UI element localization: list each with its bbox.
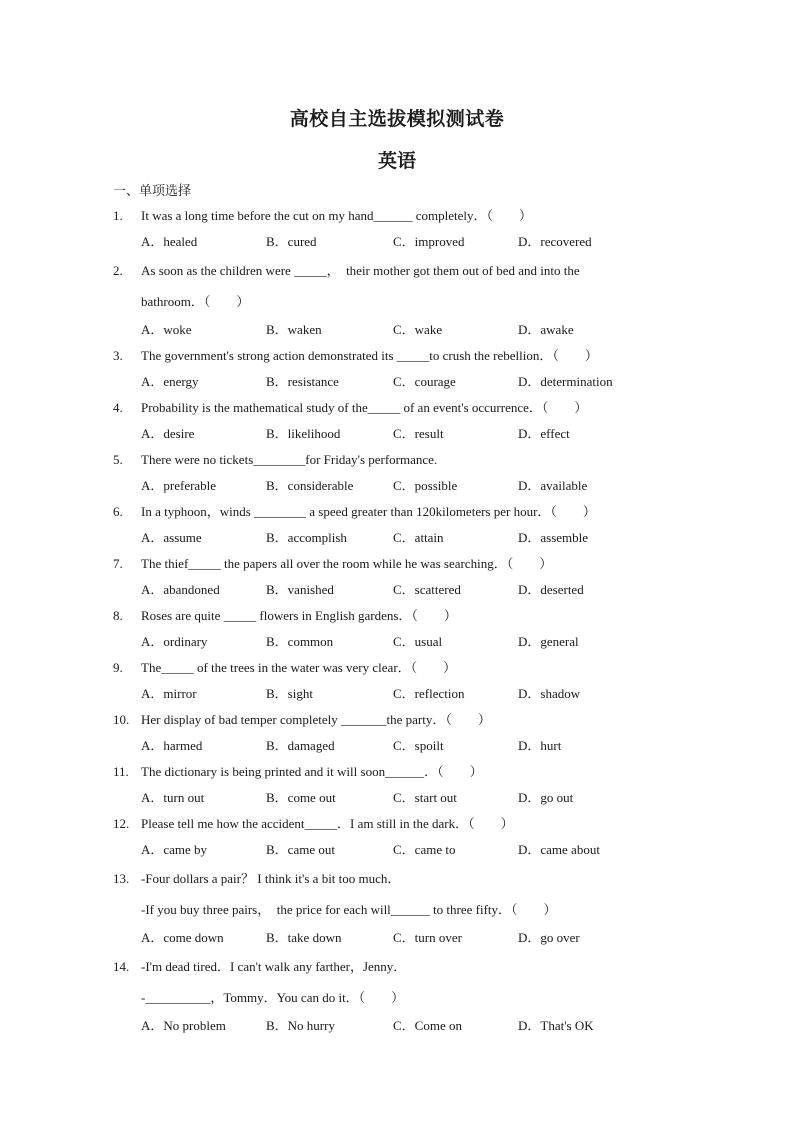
answer-options — [113, 839, 673, 865]
option-c[interactable]: C．attain — [393, 530, 444, 545]
question-number: 10. — [113, 712, 130, 727]
option-a[interactable]: A．mirror — [141, 686, 197, 701]
question-item — [113, 553, 673, 605]
option-d[interactable]: D．go out — [518, 790, 574, 805]
question-item — [113, 813, 673, 865]
option-a[interactable]: A．healed — [141, 234, 198, 249]
question-line — [113, 761, 673, 787]
option-d[interactable]: D．That's OK — [518, 1018, 594, 1033]
option-c[interactable]: C．came to — [393, 842, 456, 857]
option-c[interactable]: C．turn over — [393, 930, 462, 945]
option-d[interactable]: D．effect — [518, 426, 570, 441]
question-text: Roses are quite _____ flowers in English gardens．（ ） — [141, 608, 457, 623]
option-d[interactable]: D．general — [518, 634, 579, 649]
option-b[interactable]: B．damaged — [266, 738, 335, 753]
option-d[interactable]: D．assemble — [518, 530, 589, 545]
question-text: Please tell me how the accident_____．I am still in the dark．（ ） — [141, 816, 514, 831]
question-item — [113, 205, 673, 257]
question-item — [113, 345, 673, 397]
question-text: -__________，Tommy．You can do it．（ ） — [141, 990, 405, 1005]
option-c[interactable]: C．result — [393, 426, 444, 441]
option-a[interactable]: A．came by — [141, 842, 208, 857]
exam-title: 高校自主选拔模拟测试卷 — [289, 108, 505, 130]
option-b[interactable]: B．cured — [266, 234, 317, 249]
option-c[interactable]: C．courage — [393, 374, 456, 389]
answer-options — [113, 683, 673, 709]
option-b[interactable]: B．waken — [266, 322, 322, 337]
answer-options — [113, 579, 673, 605]
question-line — [113, 984, 673, 1015]
question-text: bathroom．（ ） — [141, 294, 250, 309]
question-line — [113, 397, 673, 423]
option-a[interactable]: A．turn out — [141, 790, 205, 805]
answer-options — [113, 631, 673, 657]
question-line — [113, 205, 673, 231]
question-item — [113, 953, 673, 1041]
question-item — [113, 397, 673, 449]
question-line — [113, 865, 673, 896]
option-c[interactable]: C．reflection — [393, 686, 465, 701]
question-item — [113, 257, 673, 345]
option-d[interactable]: D．recovered — [518, 234, 592, 249]
question-number: 8. — [113, 608, 123, 623]
question-line — [113, 896, 673, 927]
question-number: 13. — [113, 871, 130, 886]
question-text: It was a long time before the cut on my hand______ completely．（ ） — [141, 208, 532, 223]
option-b[interactable]: B．vanished — [266, 582, 334, 597]
question-line — [113, 501, 673, 527]
question-list — [113, 205, 673, 1041]
question-item — [113, 865, 673, 953]
question-number: 4. — [113, 400, 123, 415]
option-a[interactable]: A．harmed — [141, 738, 203, 753]
answer-options — [113, 1015, 673, 1041]
question-number: 12. — [113, 816, 130, 831]
option-b[interactable]: B．came out — [266, 842, 335, 857]
option-a[interactable]: A．No problem — [141, 1018, 226, 1033]
question-item — [113, 709, 673, 761]
answer-options — [113, 231, 673, 257]
question-text: The dictionary is being printed and it will soon______．（ ） — [141, 764, 483, 779]
question-line — [113, 345, 673, 371]
option-a[interactable]: A．energy — [141, 374, 199, 389]
question-line — [113, 953, 673, 984]
question-item — [113, 657, 673, 709]
option-d[interactable]: D．hurt — [518, 738, 562, 753]
question-line — [113, 657, 673, 683]
option-c[interactable]: C．wake — [393, 322, 443, 337]
question-item — [113, 501, 673, 553]
option-c[interactable]: C．improved — [393, 234, 465, 249]
question-line — [113, 709, 673, 735]
option-d[interactable]: D．awake — [518, 322, 574, 337]
question-line — [113, 257, 673, 288]
option-d[interactable]: D．deserted — [518, 582, 584, 597]
question-text: The government's strong action demonstrated its _____to crush the rebellion．（ ） — [141, 348, 598, 363]
question-number: 1. — [113, 208, 123, 223]
option-d[interactable]: D．go over — [518, 930, 580, 945]
question-number: 14. — [113, 959, 130, 974]
question-line — [113, 553, 673, 579]
option-a[interactable]: A．come down — [141, 930, 224, 945]
option-b[interactable]: B．come out — [266, 790, 336, 805]
question-text: Her display of bad temper completely _______the party．（ ） — [141, 712, 491, 727]
option-b[interactable]: B．common — [266, 634, 334, 649]
option-a[interactable]: A．woke — [141, 322, 192, 337]
question-text: In a typhoon，winds ________ a speed greater than 120kilometers per hour．（ ） — [141, 504, 596, 519]
option-b[interactable]: B．take down — [266, 930, 342, 945]
answer-options — [113, 319, 673, 345]
option-c[interactable]: C．usual — [393, 634, 443, 649]
option-d[interactable]: D．came about — [518, 842, 600, 857]
option-a[interactable]: A．ordinary — [141, 634, 208, 649]
answer-options — [113, 371, 673, 397]
question-number: 9. — [113, 660, 123, 675]
answer-options — [113, 475, 673, 501]
question-number: 3. — [113, 348, 123, 363]
question-text: As soon as the children were _____， their mother got them out of bed and into the — [141, 263, 580, 278]
question-item — [113, 449, 673, 501]
question-number: 6. — [113, 504, 123, 519]
option-a[interactable]: A．abandoned — [141, 582, 220, 597]
answer-options — [113, 735, 673, 761]
question-item — [113, 605, 673, 657]
option-b[interactable]: B．No hurry — [266, 1018, 335, 1033]
option-c[interactable]: C．possible — [393, 478, 458, 493]
subject-title: 英语 — [377, 150, 416, 172]
option-a[interactable]: A．assume — [141, 530, 202, 545]
question-number: 5. — [113, 452, 123, 467]
question-line — [113, 449, 673, 475]
question-text: There were no tickets________for Friday's performance. — [141, 452, 438, 467]
option-b[interactable]: B．considerable — [266, 478, 354, 493]
question-text: -If you buy three pairs， the price for each will______ to three fifty．（ ） — [141, 902, 557, 917]
question-text: Probability is the mathematical study of the_____ of an event's occurrence．（ ） — [141, 400, 588, 415]
option-c[interactable]: C．Come on — [393, 1018, 462, 1033]
question-text: The thief_____ the papers all over the room while he was searching．（ ） — [141, 556, 553, 571]
option-d[interactable]: D．determination — [518, 374, 613, 389]
question-number: 11. — [113, 764, 129, 779]
option-a[interactable]: A．preferable — [141, 478, 217, 493]
question-line — [113, 605, 673, 631]
option-d[interactable]: D．available — [518, 478, 588, 493]
question-text: The_____ of the trees in the water was very clear．（ ） — [141, 660, 457, 675]
section-heading: 一、单项选择 — [113, 184, 192, 199]
option-b[interactable]: B．sight — [266, 686, 313, 701]
question-text: -I'm dead tired．I can't walk any farther，Jenny． — [141, 959, 407, 974]
question-text: -Four dollars a pair？ I think it's a bit too much． — [141, 871, 401, 886]
option-a[interactable]: A．desire — [141, 426, 195, 441]
answer-options — [113, 423, 673, 449]
question-line — [113, 813, 673, 839]
question-number: 2. — [113, 263, 123, 278]
option-c[interactable]: C．spoilt — [393, 738, 444, 753]
option-b[interactable]: B．resistance — [266, 374, 339, 389]
answer-options — [113, 927, 673, 953]
option-d[interactable]: D．shadow — [518, 686, 581, 701]
option-b[interactable]: B．likelihood — [266, 426, 341, 441]
question-line — [113, 288, 673, 319]
answer-options — [113, 527, 673, 553]
question-item — [113, 761, 673, 813]
option-c[interactable]: C．start out — [393, 790, 457, 805]
answer-options — [113, 787, 673, 813]
question-number: 7. — [113, 556, 123, 571]
option-b[interactable]: B．accomplish — [266, 530, 347, 545]
option-c[interactable]: C．scattered — [393, 582, 461, 597]
